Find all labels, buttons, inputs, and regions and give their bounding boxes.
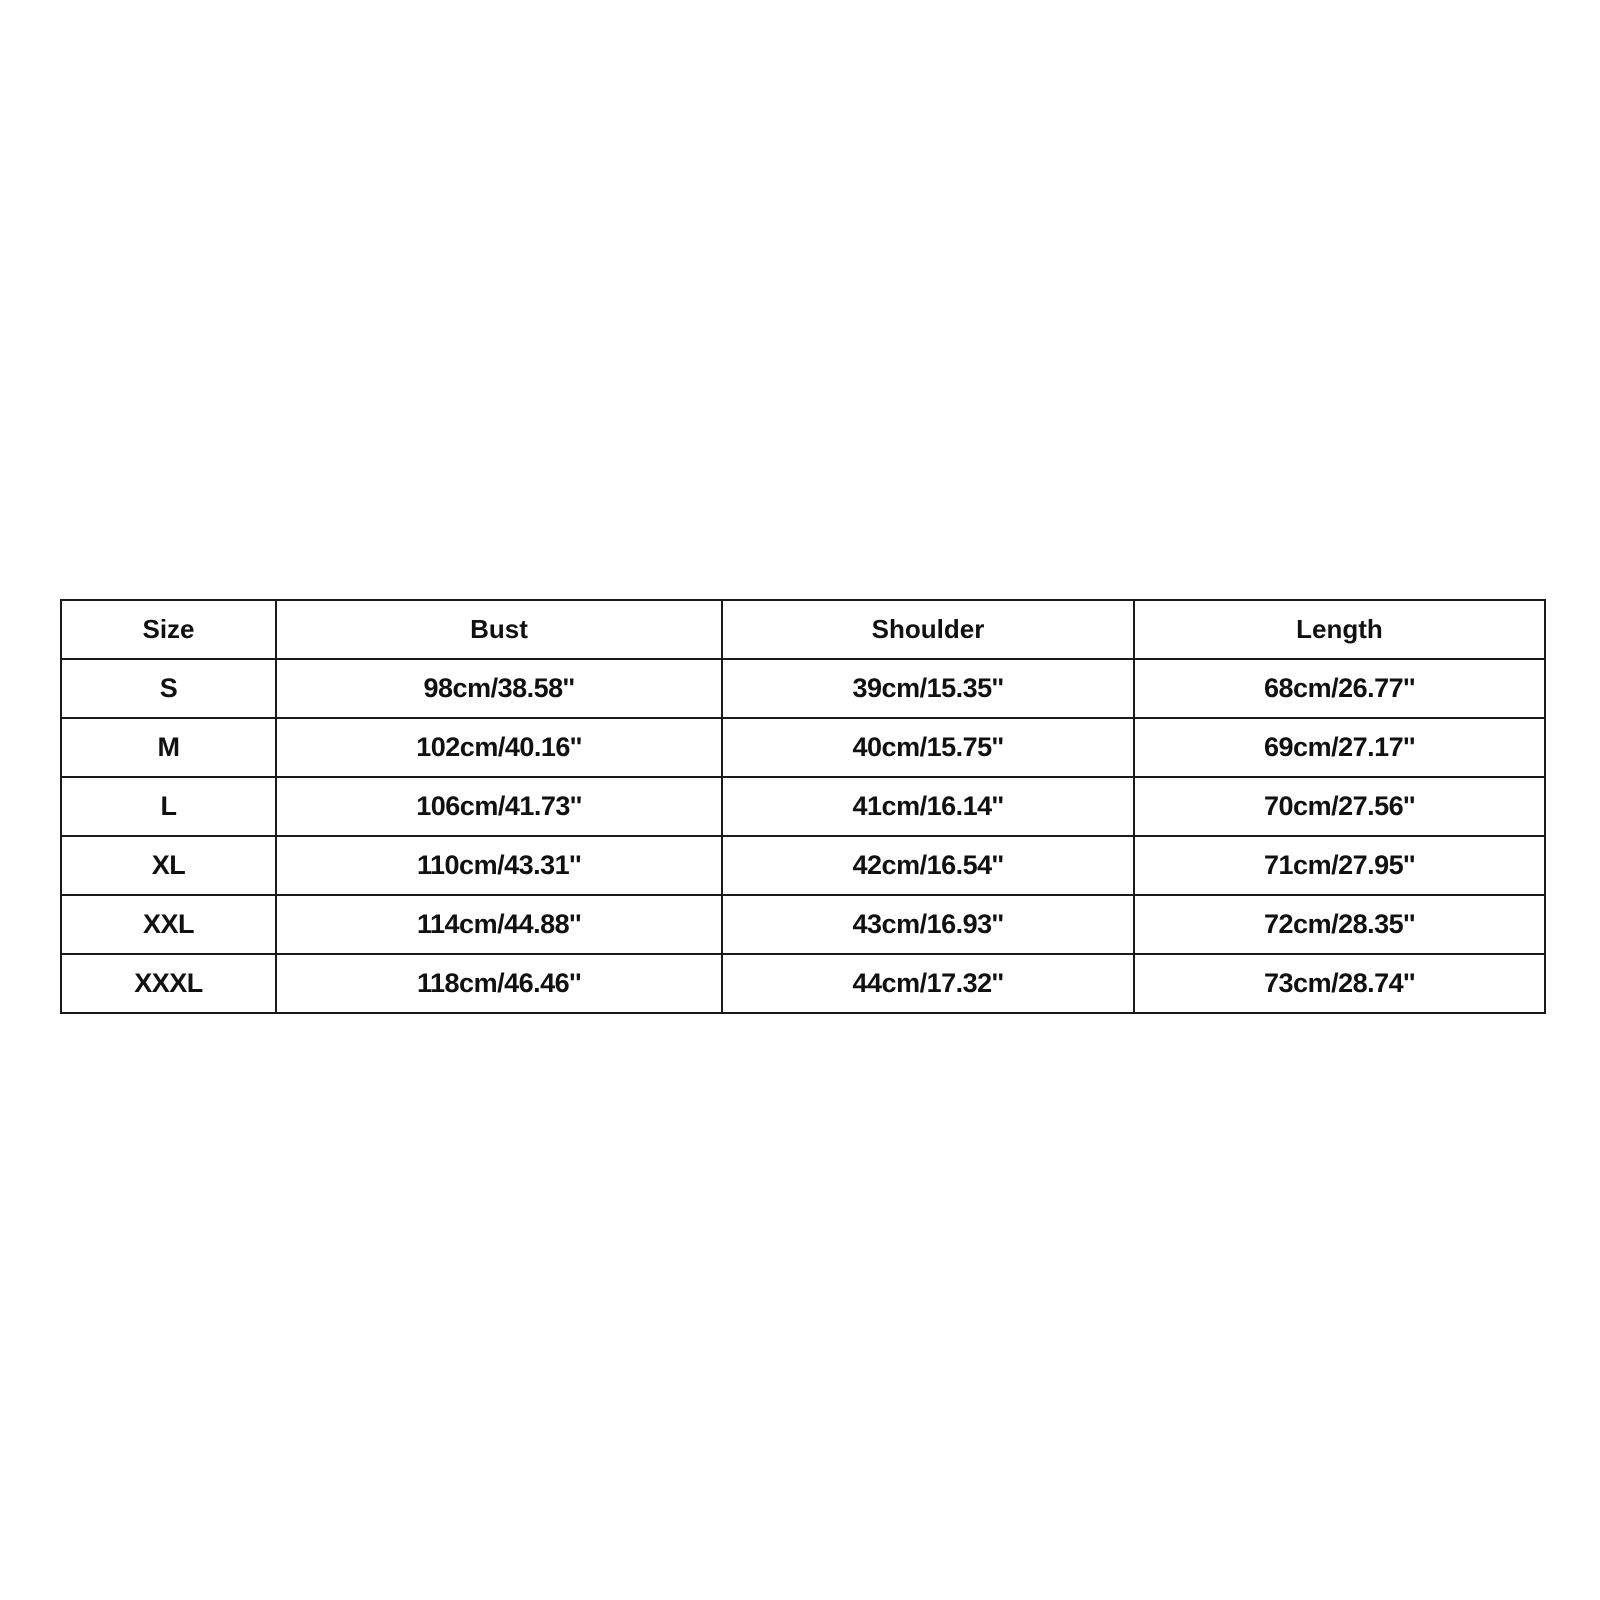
- bust-cell: 114cm/44.88'': [276, 895, 722, 954]
- length-cell: 70cm/27.56'': [1134, 777, 1545, 836]
- header-row: [61, 600, 1545, 659]
- length-cell: 72cm/28.35'': [1134, 895, 1545, 954]
- shoulder-cell: 40cm/15.75'': [722, 718, 1134, 777]
- length-cell: 71cm/27.95'': [1134, 836, 1545, 895]
- bust-cell: 106cm/41.73'': [276, 777, 722, 836]
- size-chart-body: [61, 659, 1545, 1013]
- table-row: [61, 895, 1545, 954]
- shoulder-cell: 43cm/16.93'': [722, 895, 1134, 954]
- shoulder-cell: 41cm/16.14'': [722, 777, 1134, 836]
- header-shoulder: Shoulder: [722, 600, 1134, 659]
- table-row: [61, 718, 1545, 777]
- header-bust: Bust: [276, 600, 722, 659]
- size-cell: XXXL: [61, 954, 276, 1013]
- size-chart-table: [60, 599, 1546, 1014]
- bust-cell: 118cm/46.46'': [276, 954, 722, 1013]
- size-chart-header: [61, 600, 1545, 659]
- table-row: [61, 777, 1545, 836]
- length-cell: 73cm/28.74'': [1134, 954, 1545, 1013]
- size-cell: XXL: [61, 895, 276, 954]
- size-cell: XL: [61, 836, 276, 895]
- length-cell: 68cm/26.77'': [1134, 659, 1545, 718]
- shoulder-cell: 44cm/17.32'': [722, 954, 1134, 1013]
- bust-cell: 102cm/40.16'': [276, 718, 722, 777]
- table-row: [61, 836, 1545, 895]
- shoulder-cell: 39cm/15.35'': [722, 659, 1134, 718]
- bust-cell: 98cm/38.58'': [276, 659, 722, 718]
- table-row: [61, 954, 1545, 1013]
- bust-cell: 110cm/43.31'': [276, 836, 722, 895]
- length-cell: 69cm/27.17'': [1134, 718, 1545, 777]
- table-row: [61, 659, 1545, 718]
- header-size: Size: [61, 600, 276, 659]
- size-cell: L: [61, 777, 276, 836]
- shoulder-cell: 42cm/16.54'': [722, 836, 1134, 895]
- header-length: Length: [1134, 600, 1545, 659]
- size-cell: S: [61, 659, 276, 718]
- size-cell: M: [61, 718, 276, 777]
